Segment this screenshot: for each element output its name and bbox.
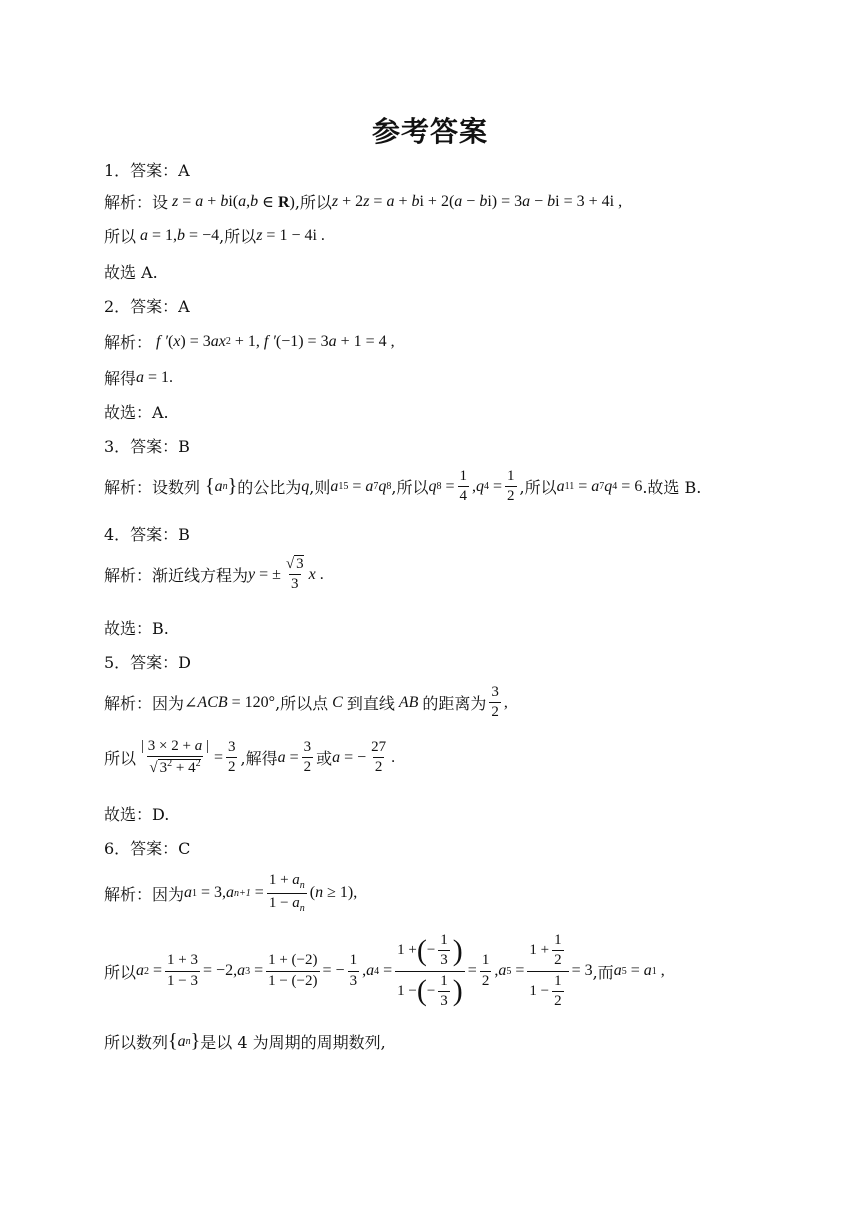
q6-analysis: 解析：因为 a 1 = 3, a n+1 = $\frac{1 + a_n}{1 - a_n}$ ( n ≥ 1),	[104, 872, 358, 914]
q5-analysis: 解析：因为 ∠ ACB = 120° ,所以点 C 到直线 AB 的距离为 $\frac{3}{2}$ ,	[104, 684, 508, 721]
q2-answer: 2．答案：A	[104, 297, 190, 316]
q6-terms: 所以 a 2 = $\frac{1 + 3}{1 - 3}$ = −2, a 3 = $\frac{1 + (-2)}{1 - (-2)}$ = − $\frac{1}{3}$ , a 4 = 1 + ( − $\frac{1}{3}$ ) 1 − ( − $\frac{1}{3}$ ) = $\frac{1}{2}$ , a 5 = 1 + $\frac{1}{2}$ 1 − $\frac{1}{2}$ = 3 ,而 a 5 = a 1 ,	[104, 932, 665, 1009]
q5-analysis-2: 所以 $\frac{| 3 \times 2 + a |}{√ 3^2 + 4^2}$ = $\frac{3}{2}$ ,解得 a = $\frac{3}{2}$ 或 a = − $\frac{27}{2}$ .	[104, 738, 396, 777]
q4-answer: 4．答案：B	[104, 525, 190, 544]
q2-solve: 解得 a = 1.	[104, 368, 174, 388]
q2-analysis: 解析： f ′ ( x ) = 3 ax 2 + 1, f ′ (−1) = 3 a + 1 = 4 ,	[104, 332, 395, 352]
q3-analysis: 解析：设数列 { a n } 的公比为 q ,则 a 15 = a 7 q 8 ,所以 q 8 = $\frac{1}{4}$ , q 4 = $\frac{1}{2}$ ,所以 a 11 = a 7 q 4 = 6 .故选 B.	[104, 468, 702, 505]
q3-answer: 3．答案：B	[104, 437, 190, 456]
q1-choice: 故选 A.	[104, 263, 158, 282]
q1-analysis: 解析：设 z = a + b i( a , b ∈ R) ,所以 z + 2 z = a + b i + 2( a − b i) = 3 a − b i = 3 + 4i ,	[104, 192, 623, 212]
q6-answer: 6．答案：C	[104, 839, 191, 858]
q4-analysis: 解析：渐近线方程为 y = ± $\frac{√ 3}{3}$ x .	[104, 556, 324, 593]
page-title: 参考答案	[371, 115, 488, 148]
q4-choice: 故选：B.	[104, 619, 169, 638]
q6-conclusion: 所以数列 { a n } 是以 4 为周期的周期数列,	[104, 1030, 386, 1052]
q1-answer: 1．答案：A	[104, 161, 190, 180]
q2-choice: 故选：A.	[104, 403, 169, 422]
q1-analysis-2: 所以 a = 1, b = −4 ,所以 z = 1 − 4i .	[104, 226, 325, 246]
q5-answer: 5．答案：D	[104, 653, 192, 672]
q5-choice: 故选：D.	[104, 805, 170, 824]
